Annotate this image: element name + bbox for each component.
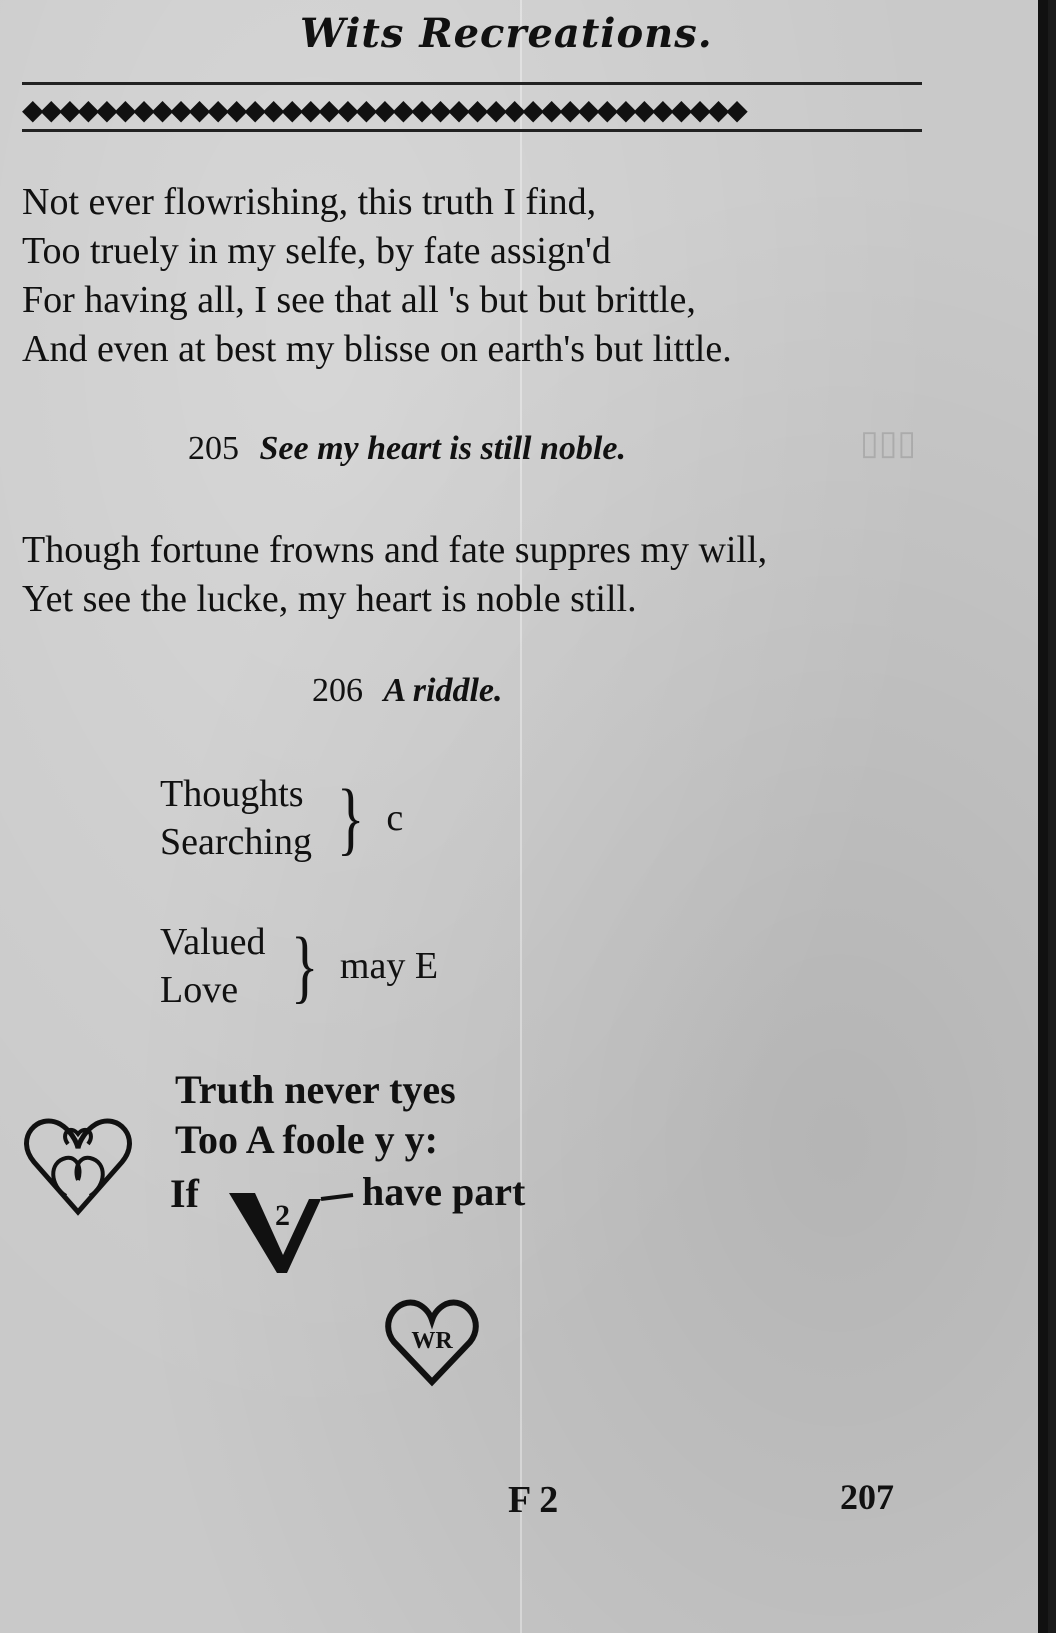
- riddle-if-word: If: [170, 1171, 199, 1216]
- large-v-glyph: [225, 1185, 355, 1277]
- heart-monogram-icon: [384, 1290, 480, 1390]
- riddle-group-2: [160, 918, 438, 1014]
- riddle-have-part: have part: [362, 1169, 526, 1214]
- riddle-tail: c: [386, 797, 404, 839]
- page-edge-shadow: [1038, 0, 1048, 1633]
- riddle-truth-lines: [175, 1065, 456, 1165]
- poem-line: Not ever flowrishing, this truth I find,: [22, 181, 597, 223]
- poem-line: Truth never tyes: [175, 1067, 456, 1112]
- ornament-border: ◆◆◆◆◆◆◆◆◆◆◆◆◆◆◆◆◆◆◆◆◆◆◆◆◆◆◆◆◆◆◆◆◆◆◆◆◆◆◆: [22, 82, 922, 132]
- brace-icon: }: [290, 920, 319, 1011]
- running-head: Wits Recreations.: [300, 10, 713, 57]
- riddle-word: Valued: [160, 921, 266, 963]
- poem-line: Yet see the lucke, my heart is noble still.: [22, 578, 637, 620]
- poem-line: For having all, I see that all 's but but brittle,: [22, 279, 696, 321]
- epigram-205-verse: [22, 526, 767, 624]
- show-through-bleed: ▯▯▯: [860, 425, 917, 462]
- epigram-206-heading: [312, 672, 503, 710]
- signature-mark: F 2: [508, 1479, 559, 1521]
- brace-icon: }: [337, 772, 365, 863]
- riddle-group-1: [160, 770, 403, 866]
- poem-line: Too truely in my selfe, by fate assign'd: [22, 230, 611, 272]
- epigram-title: See my heart is still noble.: [259, 430, 626, 467]
- page-number: 207: [840, 1477, 894, 1517]
- poem-line: Too A foole y y:: [175, 1117, 438, 1162]
- riddle-tail: may E: [339, 945, 439, 987]
- riddle-word: Love: [160, 969, 239, 1011]
- poem-line: Though fortune frowns and fate suppres my will,: [22, 529, 768, 571]
- poem-line: And even at best my blisse on earth's but little.: [22, 328, 732, 370]
- heart-monogram-text: WR: [411, 1328, 453, 1354]
- riddle-word: Searching: [160, 821, 312, 863]
- v-superscript: 2: [275, 1199, 290, 1232]
- epigram-number: 206: [312, 672, 363, 709]
- epigram-title: A riddle.: [383, 672, 503, 709]
- interlaced-hearts-icon: [20, 1100, 138, 1220]
- epigram-205-heading: [188, 430, 626, 468]
- poem-top: [22, 178, 732, 374]
- epigram-number: 205: [188, 430, 239, 467]
- riddle-word: Thoughts: [160, 773, 304, 815]
